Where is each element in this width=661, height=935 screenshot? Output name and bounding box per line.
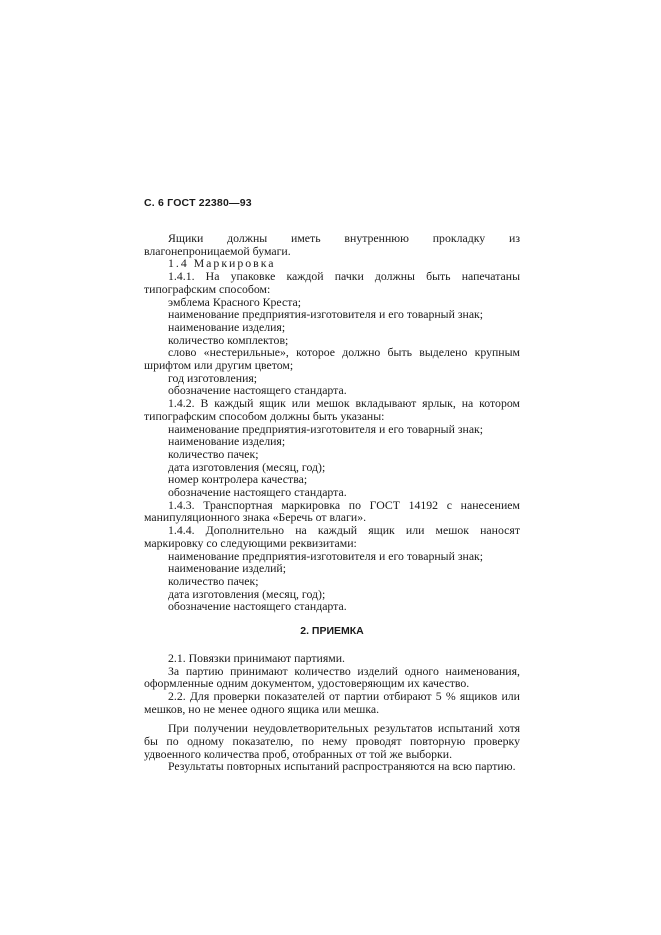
intro-paragraph: Ящики должны иметь внутреннюю прокладку из влагонепроницаемой бумаги. (144, 231, 520, 258)
clause-2-3: При получении неудовлетворительных результатов испытаний хотя бы по одному показателю, по нему проводят повторную проверку удвоенного количества проб, отобранных от той же выборки. (144, 721, 520, 761)
list-item: обозначение настоящего стандарта. (168, 485, 347, 500)
clause-2-1: 2.1. Повязки принимают партиями. (168, 650, 346, 665)
list-item: номер контролера качества; (168, 472, 308, 487)
list-item: дата изготовления (месяц, год); (168, 459, 326, 474)
list-item: год изготовления; (168, 370, 258, 385)
list-item: количество комплектов; (168, 332, 289, 347)
clause-1-4-4: 1.4.4. Дополнительно на каждый ящик или мешок наносят маркировку со следующими реквизитами: (144, 523, 520, 550)
list-item: обозначение настоящего стандарта. (168, 383, 347, 398)
clause-2-2: 2.2. Для проверки показателей от партии отбирают 5 % ящиков или мешков, но не менее одного ящика или мешка. (144, 688, 520, 716)
list-item: наименование изделий; (168, 561, 287, 576)
document-page (144, 197, 520, 773)
marking-heading: 1.4 Маркировка (168, 256, 276, 271)
page-header: С. 6 ГОСТ 22380—93 (144, 197, 252, 209)
clause-1-4-2: 1.4.2. В каждый ящик или мешок вкладывают ярлык, на котором типографским способом должны быть указаны: (144, 396, 520, 423)
section-title-acceptance: 2. ПРИЕМКА (300, 625, 364, 638)
list-item: наименование изделия; (168, 319, 286, 334)
clause-2-4: Результаты повторных испытаний распространяются на всю партию. (168, 759, 516, 774)
list-item: слово «нестерильные», которое должно быть выделено крупным шрифтом или другим цветом; (144, 345, 520, 373)
clause-2-1-batch: За партию принимают количество изделий одного наименования, оформленные одним документом, удостоверяющим их качество. (144, 663, 520, 691)
list-item: наименование предприятия-изготовителя и его товарный знак; (168, 548, 484, 563)
list-item: эмблема Красного Креста; (168, 294, 302, 309)
box-marking-list (144, 550, 520, 614)
list-item: обозначение настоящего стандарта. (168, 599, 347, 614)
list-item: наименование предприятия-изготовителя и его товарный знак; (168, 421, 484, 436)
pack-marking-list (144, 296, 520, 398)
list-item: дата изготовления (месяц, год); (168, 586, 326, 601)
clause-1-4-3: 1.4.3. Транспортная маркировка по ГОСТ 14192 с нанесением манипуляционного знака «Беречь от влаги». (144, 497, 520, 525)
list-item: количество пачек; (168, 573, 259, 588)
label-marking-list (144, 423, 520, 499)
list-item: наименование изделия; (168, 434, 286, 449)
document-body (144, 232, 520, 773)
list-item: количество пачек; (168, 446, 259, 461)
clause-1-4-1: 1.4.1. На упаковке каждой пачки должны быть напечатаны типографским способом: (144, 269, 520, 296)
list-item: наименование предприятия-изготовителя и его товарный знак; (168, 307, 484, 322)
